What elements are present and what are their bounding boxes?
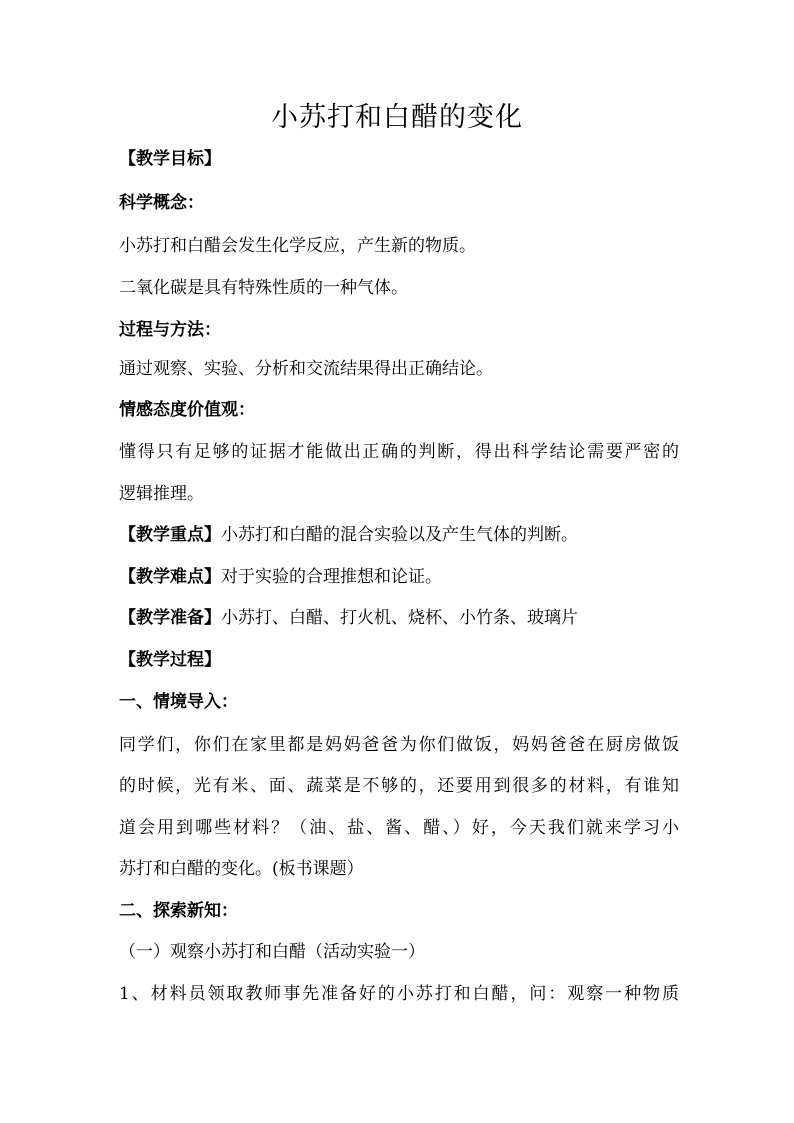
objectives-header: 【教学目标】: [119, 149, 221, 169]
key-point-label: 【教学重点】: [119, 525, 221, 545]
difficulty-text: 对于实验的合理推想和论证。: [221, 567, 442, 587]
key-point-row: [119, 523, 679, 547]
section1-line-2: 的时候，光有米、面、蔬菜是不够的，还要用到很多的材料，有谁知: [119, 776, 679, 796]
process-header: 【教学过程】: [119, 650, 221, 670]
subsection1-title: （一）观察小苏打和白醋（活动实验一）: [119, 942, 425, 962]
attitude-label: 情感态度价值观：: [119, 400, 255, 420]
concept-line-2: 二氧化碳是具有特殊性质的一种气体。: [119, 278, 408, 298]
document-title: 小苏打和白醋的变化: [271, 102, 523, 133]
preparation-text: 小苏打、白醋、打火机、烧杯、小竹条、玻璃片: [221, 608, 578, 628]
method-line: 通过观察、实验、分析和交流结果得出正确结论。: [119, 359, 493, 379]
difficulty-label: 【教学难点】: [119, 567, 221, 587]
preparation-label: 【教学准备】: [119, 608, 221, 628]
section1-title: 一、情境导入：: [119, 692, 238, 712]
concept-line-1: 小苏打和白醋会发生化学反应，产生新的物质。: [119, 236, 476, 256]
concept-label: 科学概念：: [119, 193, 204, 213]
key-point-text: 小苏打和白醋的混合实验以及产生气体的判断。: [221, 525, 578, 545]
section1-line-3: 道会用到哪些材料？（油、盐、酱、醋、）好，今天我们就来学习小: [119, 818, 679, 838]
section2-title: 二、探索新知：: [119, 901, 238, 921]
difficulty-row: [119, 565, 679, 589]
section1-line-1: 同学们，你们在家里都是妈妈爸爸为你们做饭，妈妈爸爸在厨房做饭: [119, 735, 679, 755]
attitude-line-1: 懂得只有足够的证据才能做出正确的判断，得出科学结论需要严密的: [119, 442, 679, 462]
preparation-row: [119, 606, 679, 630]
item1-line: 1、材料员领取教师事先准备好的小苏打和白醋，问：观察一种物质: [119, 984, 679, 1004]
section1-line-4: 苏打和白醋的变化。(板书课题）: [119, 859, 364, 879]
method-label: 过程与方法：: [119, 320, 221, 340]
attitude-line-2: 逻辑推理。: [119, 484, 204, 504]
